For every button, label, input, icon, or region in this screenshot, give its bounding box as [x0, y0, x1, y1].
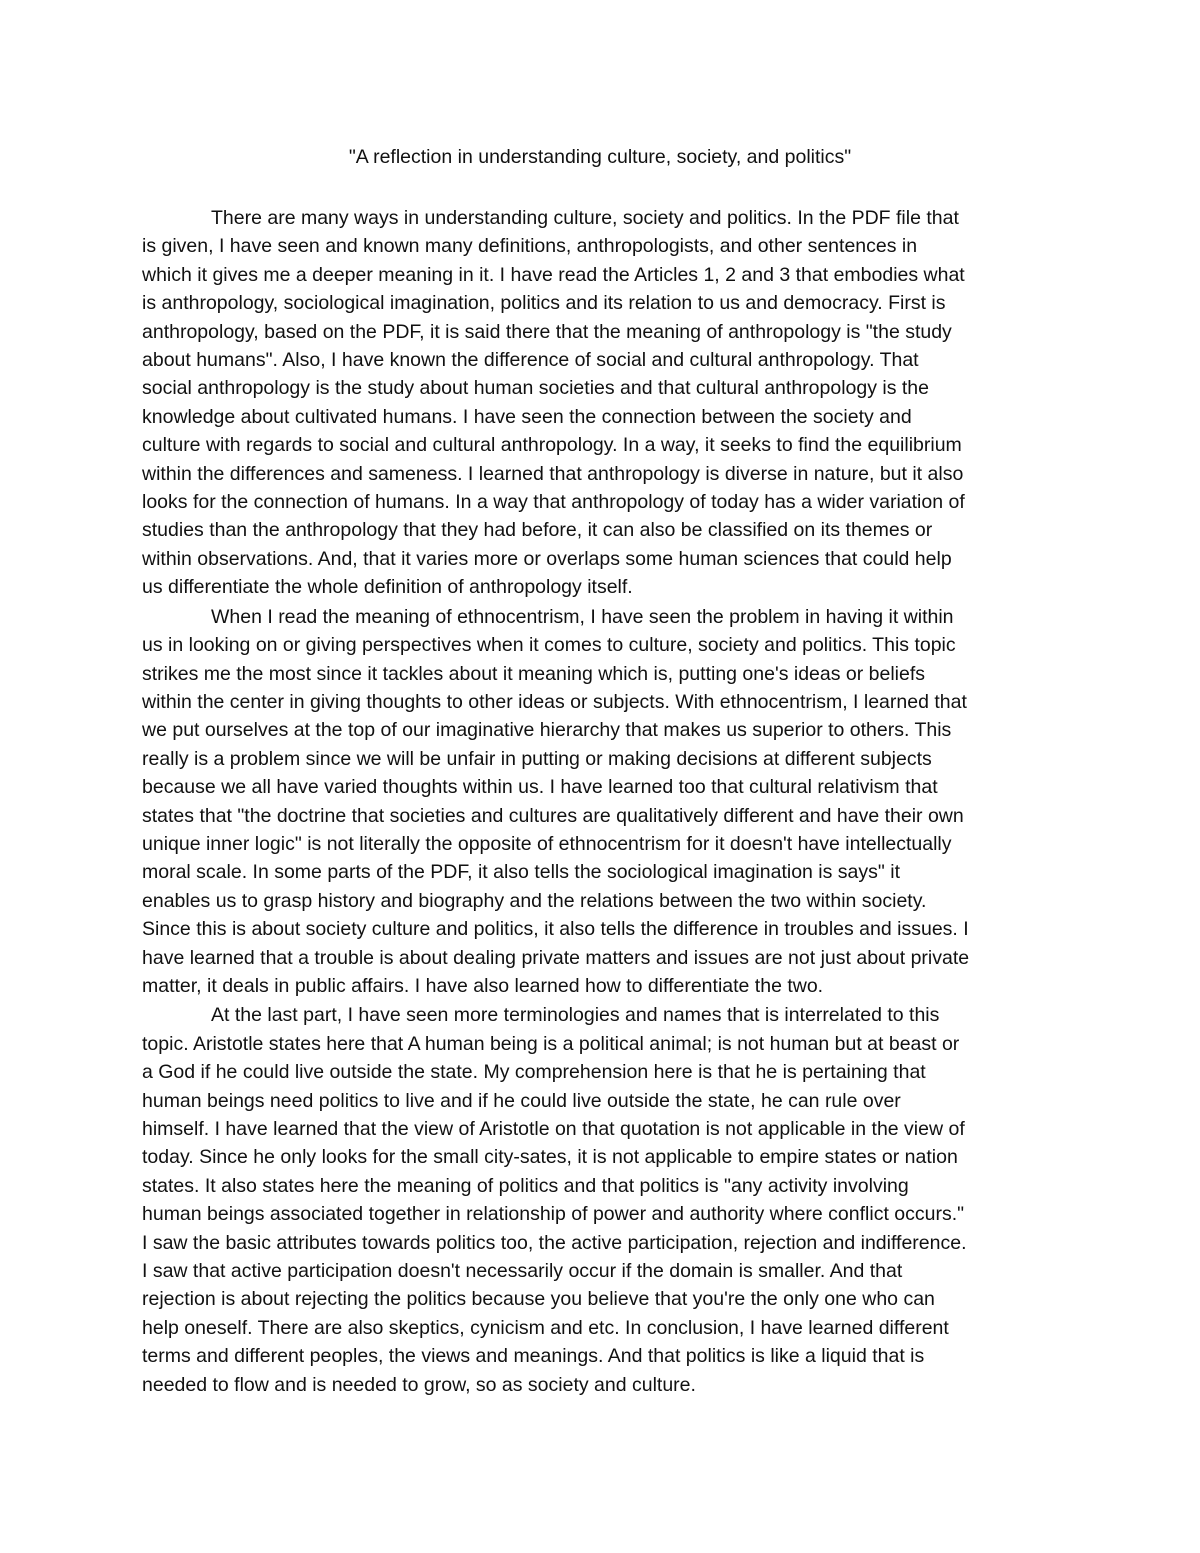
paragraph-3 — [142, 1001, 1058, 1399]
paragraph-line: because we all have varied thoughts within us. I have learned too that cultural relativism that — [142, 776, 938, 799]
paragraph-line: a God if he could live outside the state. My comprehension here is that he is pertaining that — [142, 1061, 926, 1084]
paragraph-line: needed to flow and is needed to grow, so as society and culture. — [142, 1373, 696, 1396]
paragraph-line: us in looking on or giving perspectives when it comes to culture, society and politics. This topic — [142, 634, 956, 657]
paragraph-line: human beings associated together in relationship of power and authority where conflict occurs." — [142, 1203, 965, 1226]
paragraph-line: we put ourselves at the top of our imaginative hierarchy that makes us superior to others. This — [142, 719, 952, 742]
paragraph-line: looks for the connection of humans. In a way that anthropology of today has a wider variation of — [142, 491, 965, 514]
paragraph-line: I saw the basic attributes towards politics too, the active participation, rejection and indifference. — [142, 1231, 967, 1254]
paragraph-line: topic. Aristotle states here that A human being is a political animal; is not human but at beast or — [142, 1032, 960, 1055]
paragraph-line: anthropology, based on the PDF, it is said there that the meaning of anthropology is "the study — [142, 320, 952, 343]
paragraph-line: really is a problem since we will be unfair in putting or making decisions at different subjects — [142, 747, 932, 770]
paragraph-line: help oneself. There are also skeptics, cynicism and etc. In conclusion, I have learned different — [142, 1316, 949, 1339]
paragraph-line: states. It also states here the meaning of politics and that politics is "any activity involving — [142, 1174, 909, 1197]
paragraph-line: rejection is about rejecting the politics because you believe that you're the only one who can — [142, 1288, 935, 1311]
paragraph-line: have learned that a trouble is about dealing private matters and issues are not just about private — [142, 946, 970, 969]
paragraph-line: When I read the meaning of ethnocentrism, I have seen the problem in having it within — [211, 605, 954, 628]
paragraph-line: Since this is about society culture and politics, it also tells the difference in troubles and issues. I — [142, 918, 969, 941]
paragraph-line: within the differences and sameness. I learned that anthropology is diverse in nature, but it also — [142, 462, 964, 485]
paragraph-line: which it gives me a deeper meaning in it. I have read the Articles 1, 2 and 3 that embodies what — [142, 263, 965, 286]
paragraph-line: is anthropology, sociological imagination, politics and its relation to us and democracy. First is — [142, 292, 946, 315]
paragraph-line: I saw that active participation doesn't necessarily occur if the domain is smaller. And that — [142, 1260, 903, 1283]
paragraph-line: enables us to grasp history and biography and the relations between the two within society. — [142, 889, 927, 912]
paragraph-line: matter, it deals in public affairs. I have also learned how to differentiate the two. — [142, 974, 824, 997]
document-body — [142, 204, 1058, 1400]
paragraph-line: within observations. And, that it varies more or overlaps some human sciences that could help — [142, 547, 952, 570]
paragraph-line: strikes me the most since it tackles about it meaning which is, putting one's ideas or beliefs — [142, 662, 926, 685]
paragraph-line: terms and different peoples, the views and meanings. And that politics is like a liquid that is — [142, 1345, 925, 1368]
paragraph-line: today. Since he only looks for the small city-sates, it is not applicable to empire states or nation — [142, 1146, 958, 1169]
paragraph-line: us differentiate the whole definition of anthropology itself. — [142, 576, 633, 599]
paragraph-line: At the last part, I have seen more terminologies and names that is interrelated to this — [211, 1004, 940, 1027]
paragraph-line: himself. I have learned that the view of Aristotle on that quotation is not applicable in the view of — [142, 1118, 965, 1140]
paragraph-line: human beings need politics to live and if he could live outside the state, he can rule over — [142, 1089, 901, 1112]
paragraph-2 — [142, 603, 1058, 1001]
paragraph-line: unique inner logic" is not literally the opposite of ethnocentrism for it doesn't have intellectually — [142, 832, 952, 855]
paragraph-line: about humans". Also, I have known the difference of social and cultural anthropology. That — [142, 349, 919, 372]
paragraph-line: moral scale. In some parts of the PDF, it also tells the sociological imagination is says" it — [142, 861, 900, 884]
paragraph-line: culture with regards to social and cultural anthropology. In a way, it seeks to find the equilibrium — [142, 434, 962, 457]
paragraph-line: social anthropology is the study about human societies and that cultural anthropology is the — [142, 377, 929, 400]
document-title: "A reflection in understanding culture, society, and politics" — [348, 146, 852, 168]
paragraph-line: states that "the doctrine that societies and cultures are qualitatively different and have their own — [142, 804, 964, 827]
paragraph-line: studies than the anthropology that they had before, it can also be classified on its themes or — [142, 519, 933, 542]
paragraph-1 — [142, 204, 1058, 602]
paragraph-line: There are many ways in understanding culture, society and politics. In the PDF file that — [211, 207, 959, 229]
paragraph-line: is given, I have seen and known many definitions, anthropologists, and other sentences in — [142, 235, 918, 258]
paragraph-line: within the center in giving thoughts to other ideas or subjects. With ethnocentrism, I learned that — [142, 690, 967, 713]
paragraph-line: knowledge about cultivated humans. I have seen the connection between the society and — [142, 405, 912, 428]
